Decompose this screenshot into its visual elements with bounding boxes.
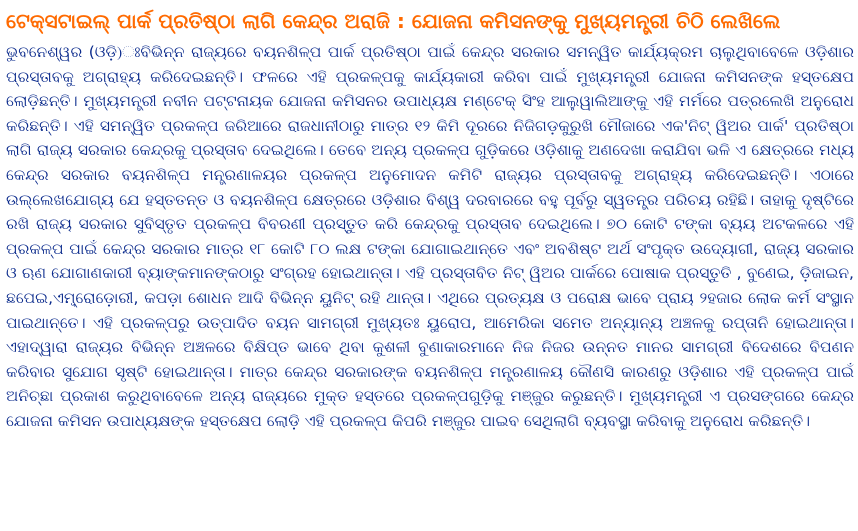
article-headline: ଟେକ୍ସଟାଇଲ୍ ପାର୍କ ପ୍ରତିଷ୍ଠା ଲାଗି କେନ୍ଦ୍ର ଅରାଜି : ଯୋଜନା କମିସନଙ୍କୁ ମୁଖ୍ୟମନ୍ତ୍ରୀ ଚିଠି ଲେଖିଲେ xyxy=(6,9,781,33)
article-body: ଭୁବନେଶ୍ୱର (ଓଡ଼ି)ଃବିଭିନ୍ନ ରାଜ୍ୟରେ ବୟନଶିଳ୍ପ ପାର୍କ ପ୍ରତିଷ୍ଠା ପାଇଁ କେନ୍ଦ୍ର ସରକାର ସମନ୍ୱିତ କାର୍ଯ୍ୟକ୍ରମ ଚାଲୁଥିବାବେଳେ ଓଡ଼ିଶାର ପ୍ରସ୍ତାବକୁ ଅଗ୍ରାହ୍ୟ କରିଦେଇଛନ୍ତି। ଫଳରେ ଏହି ପ୍ରକଳ୍ପକୁ କାର୍ଯ୍ୟକାରୀ କରିବା ପାଇଁ ମୁଖ୍ୟମନ୍ତ୍ରୀ ଯୋଜନା କମିସନଙ୍କ ହସ୍ତକ୍ଷେପ ଲୋଡ଼ିଛନ୍ତି। ମୁଖ୍ୟମନ୍ତ୍ରୀ ନବୀନ ପଟ୍ଟନାୟକ ଯୋଜନା କମିସନର ଉପାଧ୍ୟକ୍ଷ ମଣ୍ଟେକ୍ ସିଂହ ଆଲୁୱାଲିଆଙ୍କୁ ଏହି ମର୍ମରେ ପତ୍ରଲେଖି ଅନୁରୋଧ କରିଛନ୍ତି। ଏହି ସମନ୍ୱିତ ପ୍ରକଳ୍ପ ଜରିଆରେ ରାଜଧାନୀଠାରୁ ମାତ୍ର ୧୨ କିମି ଦୂରରେ ନିଜିଗଡ଼କୁରୁଖି ମୌଜାରେ ଏକ'ନିଟ୍ ୱିଅର ପାର୍କ' ପ୍ରତିଷ୍ଠା ଲାଗି ରାଜ୍ୟ ସରକାର କେନ୍ଦ୍ରକୁ ପ୍ରସ୍ତାବ ଦେଇଥିଲେ। ତେବେ ଅନ୍ୟ ପ୍ରକଳ୍ପ ଗୁଡ଼ିକରେ ଓଡ଼ିଶାକୁ ଅଣଦେଖା କରାଯିବା ଭଳି ଏ କ୍ଷେତ୍ରରେ ମଧ୍ୟ କେନ୍ଦ୍ର ସରକାର ବୟନଶିଳ୍ପ ମନ୍ତ୍ରଣାଳୟର ପ୍ରକଳ୍ପ ଅନୁମୋଦନ କମିଟି ରାଜ୍ୟର ପ୍ରସ୍ତାବକୁ ଅଗ୍ରାହ୍ୟ କରିଦେଇଛନ୍ତି। ଏଠାରେ ଉଲ୍ଲେଖଯୋଗ୍ୟ ଯେ ହସ୍ତତନ୍ତ ଓ ବୟନଶିଳ୍ପ କ୍ଷେତ୍ରରେ ଓଡ଼ିଶାର ବିଶ୍ୱ ଦରବାରରେ ବହୁ ପୂର୍ବରୁ ସ୍ୱତନ୍ତ୍ର ପରିଚୟ ରହିଛି। ତାହାକୁ ଦୃଷ୍ଟିରେ ରଖି ରାଜ୍ୟ ସରକାର ସୁବିସ୍ତୃତ ପ୍ରକଳ୍ପ ବିବରଣୀ ପ୍ରସ୍ତୁତ କରି କେନ୍ଦ୍ରକୁ ପ୍ରସ୍ତାବ ଦେଇଥିଲେ। ୭୦ କୋଟି ଟଙ୍କା ବ୍ୟୟ ଅଟକଳରେ ଏହି ପ୍ରକଳ୍ପ ପାଇଁ କେନ୍ଦ୍ର ସରକାର ମାତ୍ର ୧୮ କୋଟି ୮୦ ଲକ୍ଷ ଟଙ୍କା ଯୋଗାଇଥାନ୍ତେ ଏବଂ ଅବଶିଷ୍ଟ ଅର୍ଥ ସଂପୃକ୍ତ ଉଦ୍ୟୋଗୀ, ରାଜ୍ୟ ସରକାର ଓ ଋଣ ଯୋଗାଣକାରୀ ବ୍ୟାଙ୍କମାନଙ୍କଠାରୁ ସଂଗ୍ରହ ହୋଇଥାନ୍ତା। ଏହି ପ୍ରସ୍ତାବିତ ନିଟ୍ ୱିଅର ପାର୍କରେ ପୋଷାକ ପ୍ରସ୍ତୁତି , ବୁଣେଇ, ଡ଼ିଜାଇନ, ଛପେଇ,ଏମ୍ବ୍ରୋଡ଼ୋରୀ, କପଡ଼ା ଶୋଧନ ଆଦି ବିଭିନ୍ନ ୟୁନିଟ୍ ରହି ଥାନ୍ତା। ଏଥିରେ ପ୍ରତ୍ୟକ୍ଷ ଓ ପରୋକ୍ଷ ଭାବେ ପ୍ରାୟ ୨ହଜାର ଲୋକ କର୍ମ ସଂସ୍ଥାନ ପାଇଥାନ୍ତେ। ଏହି ପ୍ରକଳ୍ପରୁ ଉତ୍ପାଦିତ ବୟନ ସାମଗ୍ରୀ ମୁଖ୍ୟତଃ ୟୁରୋପ, ଆମେରିକା ସମେତ ଅନ୍ୟାନ୍ୟ ଅଞ୍ଚଳକୁ ରପ୍ତାନି ହୋଇଥାନ୍ତା। ଏହାଦ୍ୱାରା ରାଜ୍ୟର ବିଭିନ୍ନ ଅଞ୍ଚଳରେ ବିକ୍ଷିପ୍ତ ଭାବେ ଥିବା କୁଶଳୀ ବୁଣାକାରମାନେ ନିଜ ନିଜର ଉନ୍ନତ ମାନର ସାମଗ୍ରୀ ବିଦେଶରେ ବିପଣନ କରିବାର ସୁଯୋଗ ସୃଷ୍ଟି ହୋଇଥାନ୍ତା। ମାତ୍ର କେନ୍ଦ୍ର ସରକାରଙ୍କ ବୟନଶିଳ୍ପ ମନ୍ତ୍ରଣାଳୟ କୌଣସି କାରଣରୁ ଓଡ଼ିଶାର ଏହି ପ୍ରକଳ୍ପ ପାଇଁ ଅନିଚ୍ଛା ପ୍ରକାଶ କରୁଥିବାବେଳେ ଅନ୍ୟ ରାଜ୍ୟରେ ମୁକ୍ତ ହସ୍ତରେ ପ୍ରକଳ୍ପଗୁଡ଼ିକୁ ମଞ୍ଜୁର କରୁଛନ୍ତି। ମୁଖ୍ୟମନ୍ତ୍ରୀ ଏ ପ୍ରସଙ୍ଗରେ କେନ୍ଦ୍ର ଯୋଜନା କମିସନ ଉପାଧ୍ୟକ୍ଷଙ୍କ ହସ୍ତକ୍ଷେପ ଲୋଡ଼ି ଏହି ପ୍ରକଳ୍ପ କିପରି ମଞ୍ଜୁର ପାଇବ ସେଥିଲାଗି ବ୍ୟବସ୍ଥା କରିବାକୁ ଅନୁରୋଧ କରିଛନ୍ତି। xyxy=(6,43,854,430)
